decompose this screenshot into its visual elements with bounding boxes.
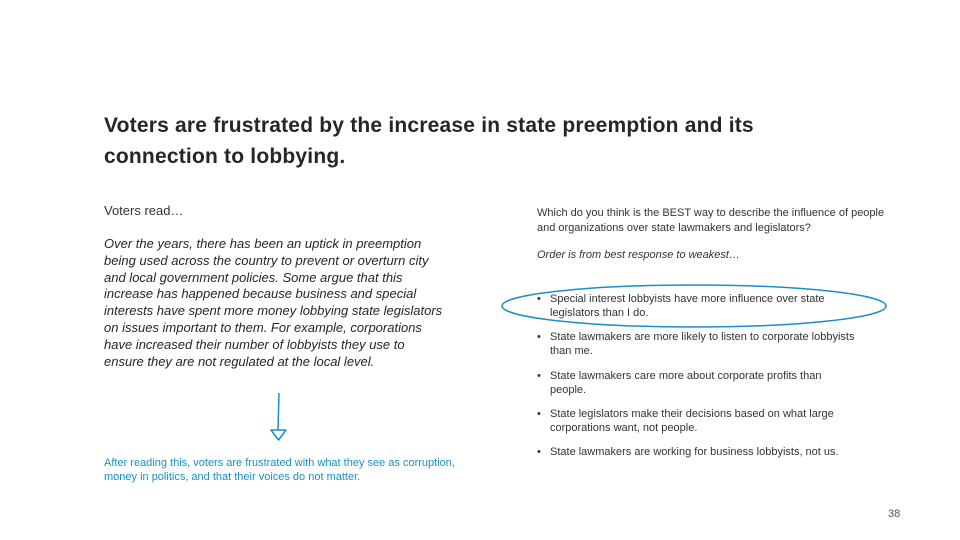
response-item xyxy=(537,407,857,435)
voters-read-label: Voters read… xyxy=(104,203,184,218)
conclusion-text: After reading this, voters are frustrated with what they see as corruption, money in politics, and that their voices do not matter. xyxy=(104,457,455,483)
bullet-icon: • xyxy=(537,293,541,305)
response-text: State lawmakers are more likely to listen to corporate lobbyists than me. xyxy=(550,331,855,357)
response-item xyxy=(537,445,857,459)
response-text: State legislators make their decisions based on what large corporations want, not people. xyxy=(550,408,834,434)
response-item xyxy=(537,369,857,397)
order-note: Order is from best response to weakest… xyxy=(537,249,740,261)
bullet-icon: • xyxy=(537,331,541,343)
bullet-icon: • xyxy=(537,446,541,458)
down-arrow-icon xyxy=(264,392,294,444)
stimulus-passage: Over the years, there has been an uptick in preemption being used across the country to prevent or overturn city and local government policies. Some argue that this increase has happened because business and special interests have spent more money lobbying state legislators on issues important to them. For example, corporations have increased their number of lobbyists they use to ensure they are not regulated at the local level. xyxy=(104,236,443,369)
page-number: 38 xyxy=(888,508,901,520)
bullet-icon: • xyxy=(537,408,541,420)
survey-question: Which do you think is the BEST way to describe the influence of people and organizations over state lawmakers and legislators? xyxy=(537,207,885,234)
response-item xyxy=(537,292,857,320)
slide-title: Voters are frustrated by the increase in state preemption and its connection to lobbying. xyxy=(104,114,754,168)
response-item xyxy=(537,330,857,358)
response-text: State lawmakers care more about corporate profits than people. xyxy=(550,370,822,396)
response-text: State lawmakers are working for business lobbyists, not us. xyxy=(550,446,839,458)
response-text: Special interest lobbyists have more influence over state legislators than I do. xyxy=(550,293,825,319)
bullet-icon: • xyxy=(537,370,541,382)
